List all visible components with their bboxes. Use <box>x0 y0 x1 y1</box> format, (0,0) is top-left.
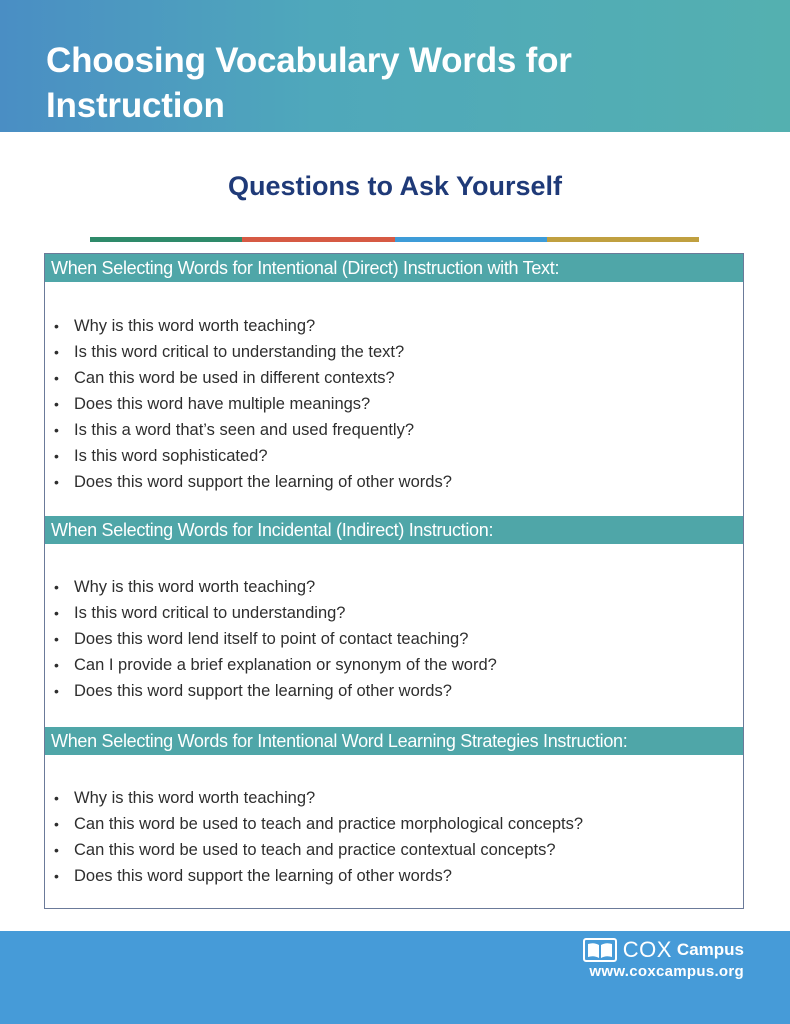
list-item: • Does this word support the learning of other words? <box>45 469 735 495</box>
color-divider <box>90 237 699 242</box>
list-item: • Why is this word worth teaching? <box>45 785 735 811</box>
section-heading-incidental: When Selecting Words for Incidental (Indirect) Instruction: <box>45 516 743 544</box>
list-item: • Does this word lend itself to point of contact teaching? <box>45 626 735 652</box>
brand-campus-text: Campus <box>676 940 744 959</box>
divider-segment-gold <box>547 237 699 242</box>
brand-cox-text: COX <box>622 937 672 962</box>
page-footer <box>0 931 790 1024</box>
list-item: • Can I provide a brief explanation or synonym of the word? <box>45 652 735 678</box>
list-item: • Is this word sophisticated? <box>45 443 735 469</box>
cox-campus-logo <box>583 938 744 962</box>
divider-segment-blue <box>395 237 547 242</box>
list-item: • Does this word support the learning of other words? <box>45 863 735 889</box>
divider-segment-green <box>90 237 242 242</box>
page-header <box>0 0 790 132</box>
list-item: • Can this word be used to teach and practice morphological concepts? <box>45 811 735 837</box>
list-item: • Does this word have multiple meanings? <box>45 391 735 417</box>
divider-segment-red <box>242 237 394 242</box>
page-subtitle: Questions to Ask Yourself <box>227 171 563 201</box>
question-list-incidental <box>45 574 735 704</box>
list-item: • Is this a word that’s seen and used frequently? <box>45 417 735 443</box>
list-item: • Is this word critical to understanding the text? <box>45 339 735 365</box>
section-heading-direct: When Selecting Words for Intentional (Direct) Instruction with Text: <box>45 254 743 282</box>
list-item: • Why is this word worth teaching? <box>45 313 735 339</box>
list-item: • Can this word be used in different contexts? <box>45 365 735 391</box>
list-item: • Can this word be used to teach and practice contextual concepts? <box>45 837 735 863</box>
section-heading-strategies: When Selecting Words for Intentional Word Learning Strategies Instruction: <box>45 727 743 755</box>
list-item: • Why is this word worth teaching? <box>45 574 735 600</box>
questions-box <box>44 253 744 909</box>
open-book-icon <box>583 938 617 962</box>
question-list-direct <box>45 313 735 495</box>
page-title: Choosing Vocabulary Words for Instruction <box>46 41 572 125</box>
question-list-strategies <box>45 785 735 889</box>
list-item: • Does this word support the learning of other words? <box>45 678 735 704</box>
website-link[interactable]: www.coxcampus.org <box>589 963 744 980</box>
list-item: • Is this word critical to understanding? <box>45 600 735 626</box>
